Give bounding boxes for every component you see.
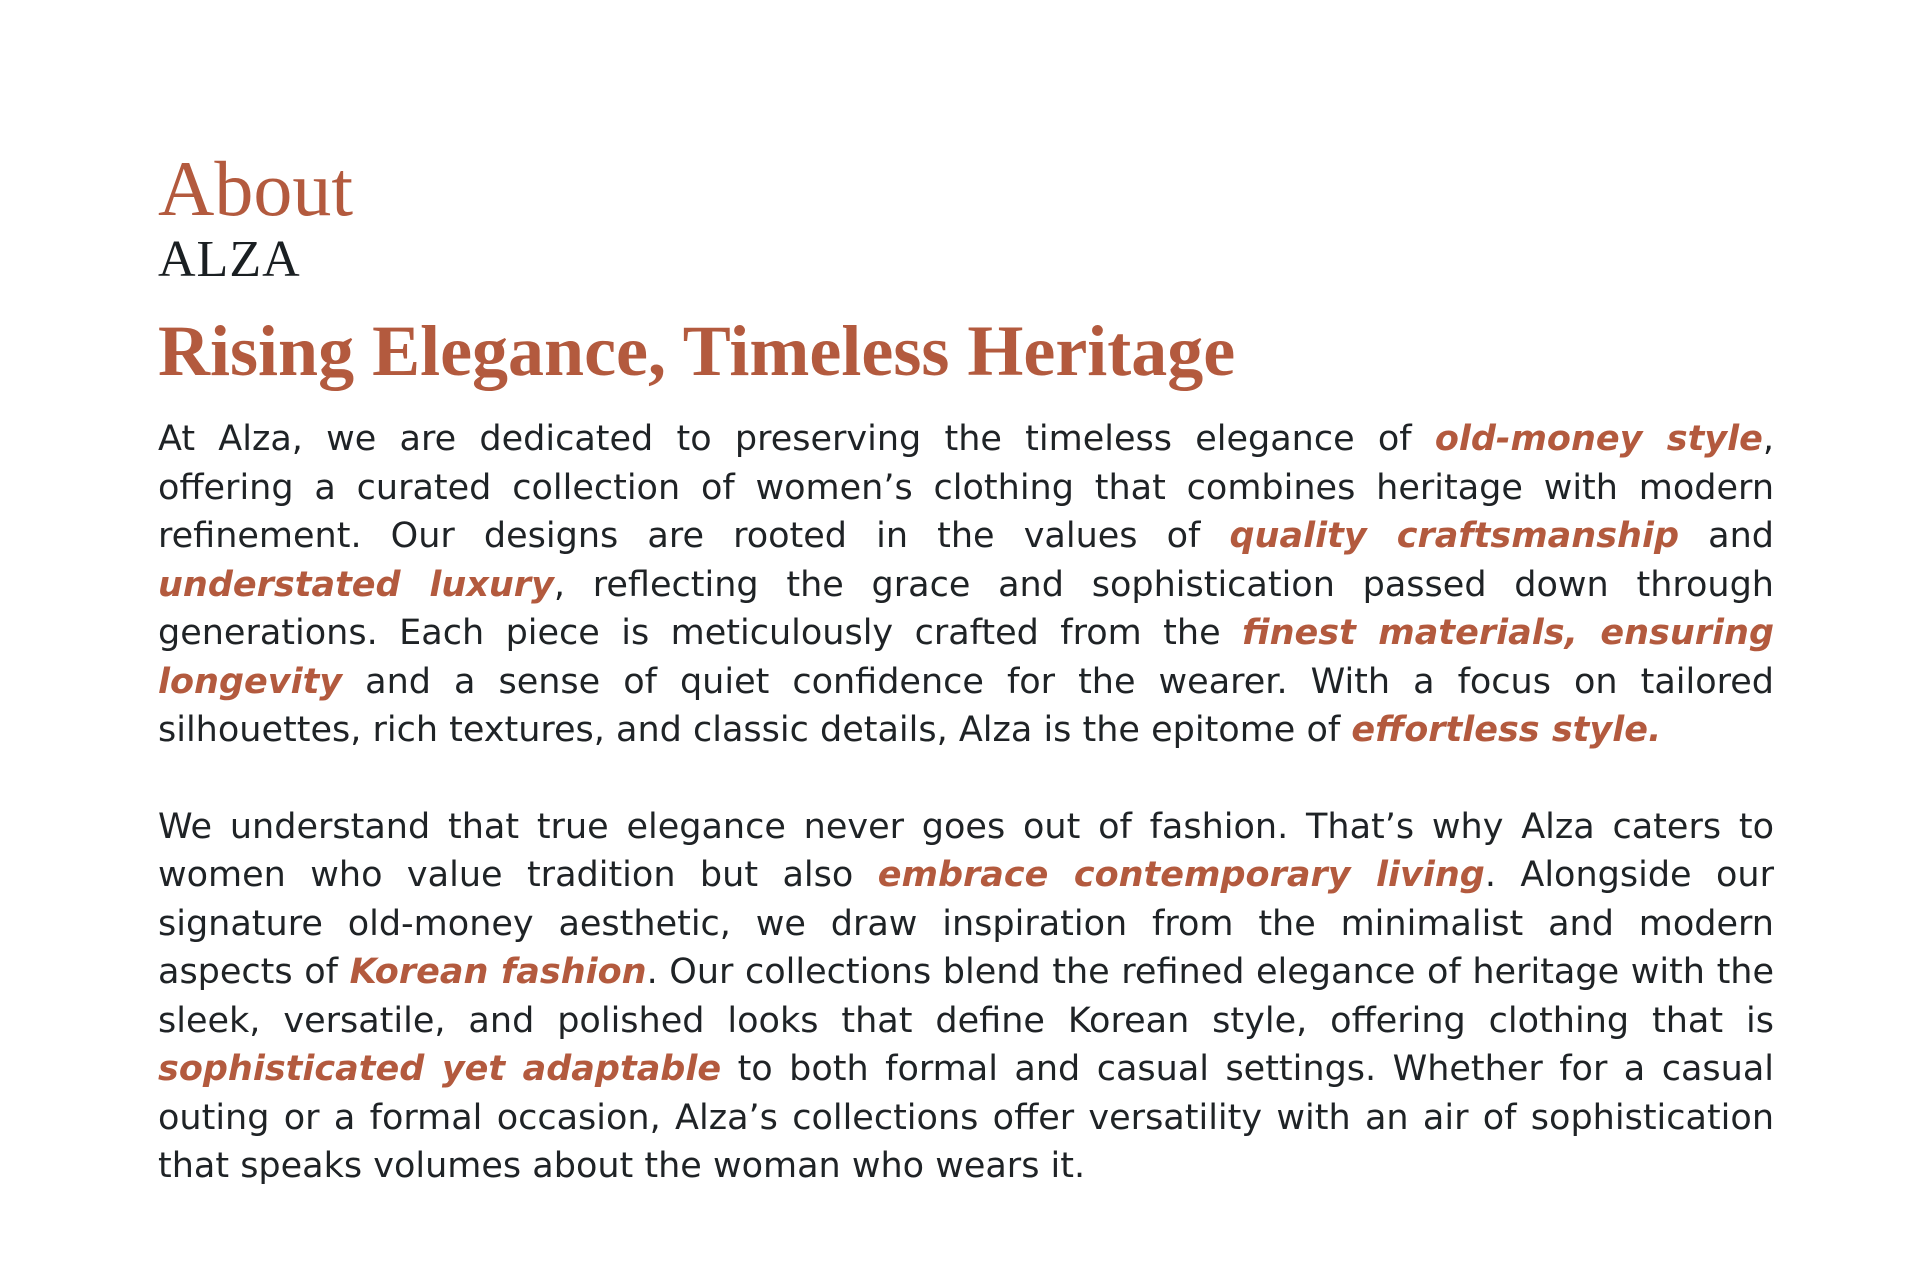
paragraph-text: to both formal and casual settings. Whether for a casual outing or a formal occasion, Alza’s collections offer versatility with an air of sophistication that speaks volumes about the woman who wears it.	[158, 1049, 1774, 1187]
paragraph-text: , reflecting the grace and sophistication passed down through generations. Each piece is meticulously crafted from the	[158, 564, 1774, 654]
paragraph-text: . Alongside our signature old-money aesthetic, we draw inspiration from the minimalist and modern aspects of	[158, 855, 1774, 993]
paragraph-text: , offering a curated collection of women’s clothing that combines heritage with modern refinement. Our designs are rooted in the values of	[158, 419, 1774, 557]
about-page	[158, 145, 1775, 1191]
highlight-phrase: sophisticated yet adaptable	[158, 1049, 722, 1090]
section-eyebrow: About	[158, 145, 353, 232]
highlight-phrase: understated luxury	[158, 564, 554, 605]
highlight-phrase: old-money style	[1434, 419, 1763, 460]
highlight-phrase: embrace contemporary living	[877, 855, 1485, 896]
paragraph-text: At Alza, we are dedicated to preserving the timeless elegance of	[158, 419, 1435, 460]
about-paragraph	[158, 803, 1774, 1191]
paragraph-text: and a sense of quiet confidence for the wearer. With a focus on tailored silhouettes, rich textures, and classic details, Alza is the epitome of	[158, 661, 1774, 751]
paragraph-text: . Our collections blend the refined elegance of heritage with the sleek, versatile, and polished looks that define Korean style, offering clothing that is	[158, 952, 1775, 1041]
about-paragraph	[158, 415, 1774, 755]
highlight-phrase: finest materials, ensuring longevity	[158, 613, 1774, 702]
highlight-phrase: quality craftsmanship	[1229, 516, 1680, 557]
brand-name: ALZA	[158, 231, 301, 288]
paragraph-text: and	[1679, 516, 1774, 557]
highlight-phrase: effortless style.	[1351, 710, 1662, 751]
highlight-phrase: Korean fashion	[349, 952, 647, 993]
page-headline: Rising Elegance, Timeless Heritage	[158, 311, 1236, 391]
paragraph-text: We understand that true elegance never goes out of fashion. That’s why Alza caters to women who value tradition but also	[158, 806, 1774, 896]
